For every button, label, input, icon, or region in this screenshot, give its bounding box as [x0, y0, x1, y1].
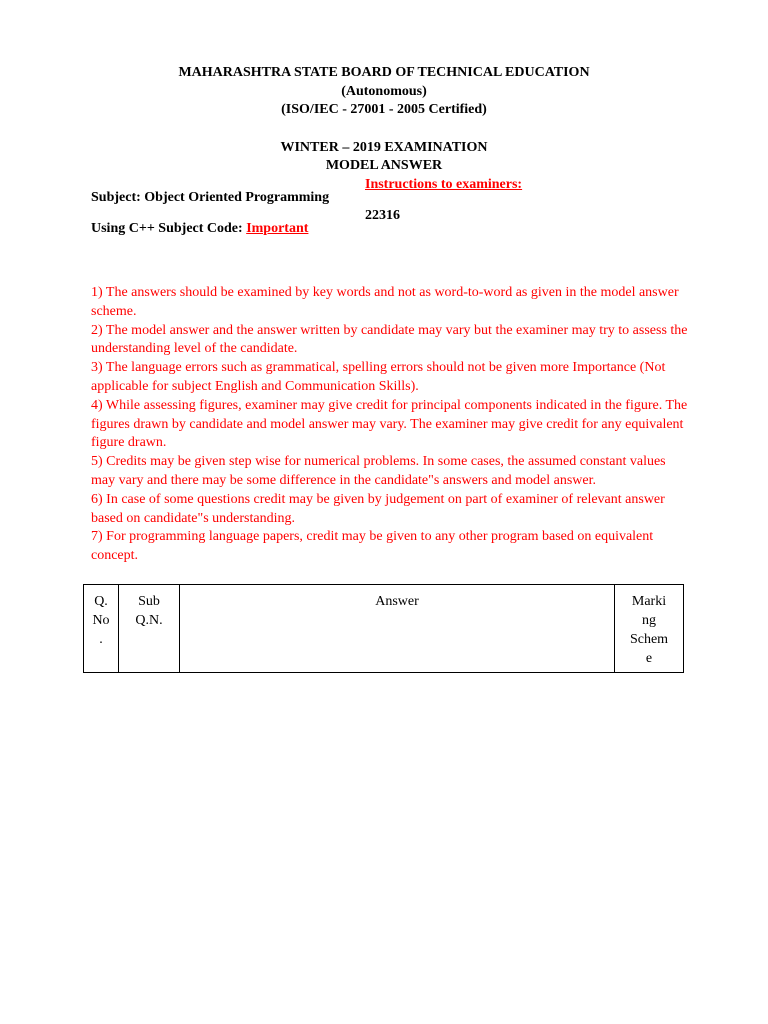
marking-table [83, 584, 684, 673]
certification-label: (ISO/IEC - 27001 - 2005 Certified) [281, 102, 487, 117]
instruction-item: 2) The model answer and the answer written by candidate may vary but the examiner may try to assess the understanding level of the candidate. [91, 322, 688, 357]
instructions-list [91, 284, 691, 566]
instruction-item: 1) The answers should be examined by key words and not as word-to-word as given in the model answer scheme. [91, 285, 679, 319]
col-qno-header: Q. No . [84, 585, 119, 673]
instruction-item: 7) For programming language papers, credit may be given to any other program based on equivalent concept. [91, 529, 654, 564]
subject-line2 [91, 220, 308, 238]
important-label: Important [246, 221, 309, 236]
subject-code-label: Using C++ Subject Code: [91, 221, 243, 236]
doc-type-title: MODEL ANSWER [325, 158, 443, 173]
board-title: MAHARASHTRA STATE BOARD OF TECHNICAL EDUCATION [178, 65, 590, 80]
instruction-item: 3) The language errors such as grammatical, spelling errors should not be given more Importance (Not applicable for subject English and Communication Skills). [91, 360, 666, 394]
col-subqn-header: Sub Q.N. [119, 585, 180, 673]
col-answer-header: Answer [180, 585, 615, 673]
instruction-item: 4) While assessing figures, examiner may give credit for principal components indicated in the figure. The figures drawn by candidate and model answer may vary. The examiner may give credit for any equivalent figure drawn. [91, 397, 688, 451]
table-header-row [84, 585, 684, 673]
subject-label: Subject: Object Oriented Programming [91, 190, 330, 205]
autonomous-label: (Autonomous) [341, 84, 427, 99]
instruction-item: 6) In case of some questions credit may be given by judgement on part of examiner of relevant answer based on candidate"s understanding. [91, 491, 665, 526]
subject-code: 22316 [365, 208, 400, 223]
instructions-heading: Instructions to examiners: [365, 177, 523, 192]
instruction-item: 5) Credits may be given step wise for numerical problems. In some cases, the assumed constant values may vary and there may be some difference in the candidate"s answers and model answer. [91, 454, 666, 488]
col-marking-header: Marki ng Schem e [615, 585, 684, 673]
exam-title: WINTER – 2019 EXAMINATION [280, 140, 488, 155]
